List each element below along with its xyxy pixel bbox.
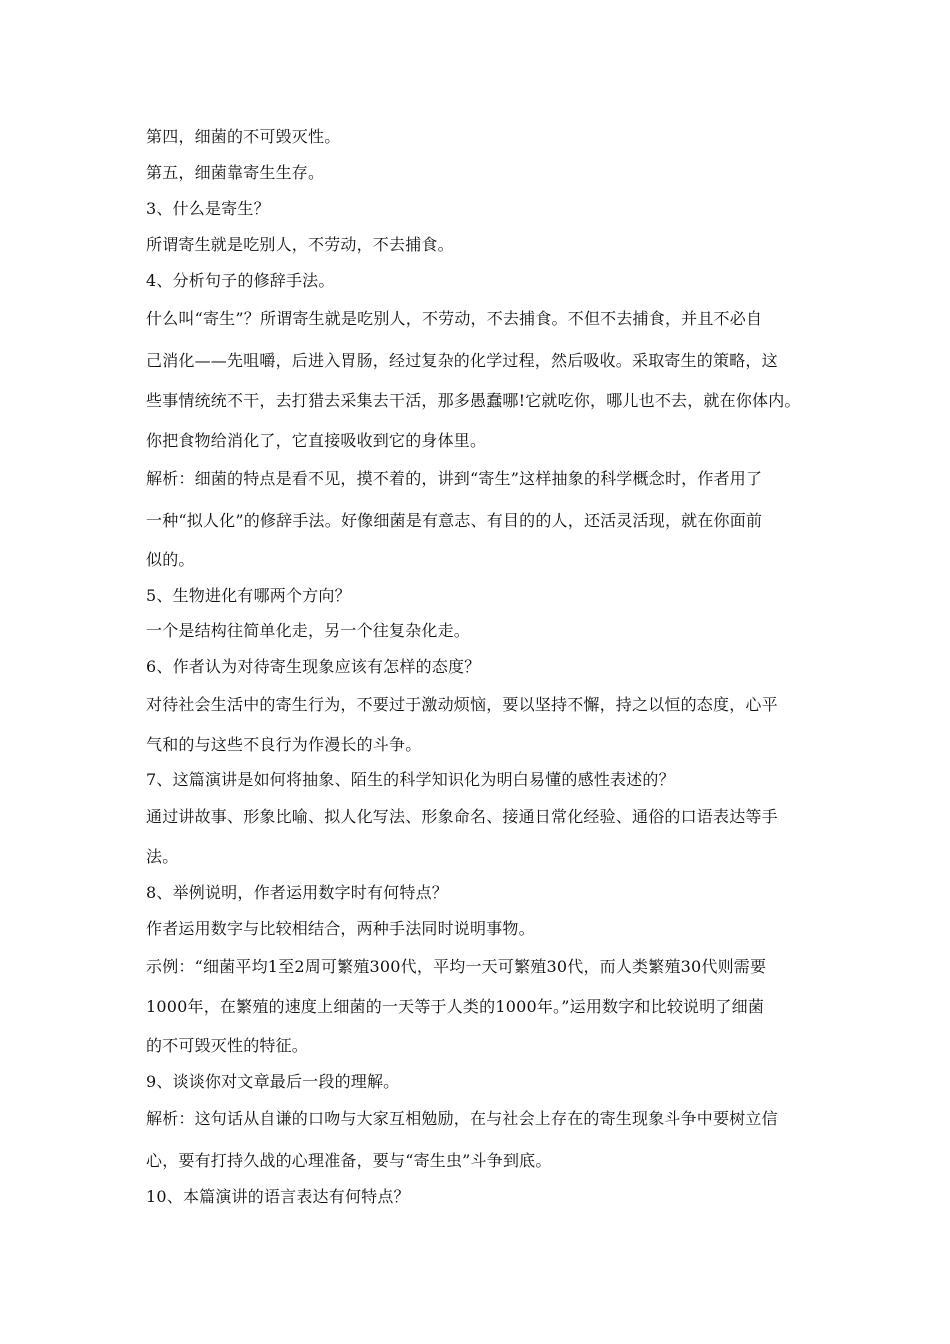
question-heading: 9、谈谈你对文章最后一段的理解。 bbox=[146, 1072, 400, 1091]
analysis-line: 似的。 bbox=[146, 550, 195, 569]
example-line: 示例：“细菌平均1至2周可繁殖300代，平均一天可繁殖30代，而人类繁殖30代则需要 bbox=[146, 957, 767, 976]
answer-line: 己消化——先咀嚼，后进入胃肠，经过复杂的化学过程，然后吸收。采取寄生的策略，这 bbox=[146, 351, 778, 370]
question-heading: 8、举例说明，作者运用数字时有何特点？ bbox=[146, 883, 448, 902]
analysis-line: 一种“拟人化”的修辞手法。好像细菌是有意志、有目的的人，还活灵活现，就在你面前 bbox=[146, 511, 763, 530]
example-line: 1000年，在繁殖的速度上细菌的一天等于人类的1000年。”运用数字和比较说明了细菌 bbox=[146, 997, 765, 1016]
question-heading: 5、生物进化有哪两个方向？ bbox=[146, 586, 351, 605]
analysis-line: 心，要有打持久战的心理准备，要与“寄生虫”斗争到底。 bbox=[146, 1151, 552, 1170]
answer-line: 法。 bbox=[146, 847, 179, 866]
answer-line: 些事情统统不干，去打猎去采集去干活，那多愚蠢哪!它就吃你，哪儿也不去，就在你体内。 bbox=[146, 391, 801, 410]
answer-line: 对待社会生活中的寄生行为，不要过于激动烦恼，要以坚持不懈，持之以恒的态度，心平 bbox=[146, 695, 778, 714]
answer-line: 作者运用数字与比较相结合，两种手法同时说明事物。 bbox=[146, 919, 535, 938]
question-heading: 10、本篇演讲的语言表达有何特点？ bbox=[146, 1187, 410, 1206]
text-line: 第四，细菌的不可毁灭性。 bbox=[146, 127, 341, 146]
answer-line: 通过讲故事、形象比喻、拟人化写法、形象命名、接通日常化经验、通俗的口语表达等手 bbox=[146, 807, 778, 826]
analysis-line: 解析：这句话从自谦的口吻与大家互相勉励，在与社会上存在的寄生现象斗争中要树立信 bbox=[146, 1109, 778, 1128]
example-line: 的不可毁灭性的特征。 bbox=[146, 1036, 309, 1055]
question-heading: 7、这篇演讲是如何将抽象、陌生的科学知识化为明白易懂的感性表述的？ bbox=[146, 770, 675, 789]
question-heading: 6、作者认为对待寄生现象应该有怎样的态度？ bbox=[146, 657, 481, 676]
answer-line: 你把食物给消化了，它直接吸收到它的身体里。 bbox=[146, 431, 487, 450]
answer-line: 什么叫“寄生”？所谓寄生就是吃别人，不劳动，不去捕食。不但不去捕食，并且不必自 bbox=[146, 309, 763, 328]
question-heading: 4、分析句子的修辞手法。 bbox=[146, 271, 335, 290]
question-heading: 3、什么是寄生？ bbox=[146, 199, 270, 218]
answer-line: 一个是结构往简单化走，另一个往复杂化走。 bbox=[146, 621, 471, 640]
analysis-line: 解析：细菌的特点是看不见，摸不着的，讲到“寄生”这样抽象的科学概念时，作者用了 bbox=[146, 469, 763, 488]
answer-line: 所谓寄生就是吃别人，不劳动，不去捕食。 bbox=[146, 235, 454, 254]
answer-line: 气和的与这些不良行为作漫长的斗争。 bbox=[146, 735, 422, 754]
text-line: 第五，细菌靠寄生生存。 bbox=[146, 163, 325, 182]
